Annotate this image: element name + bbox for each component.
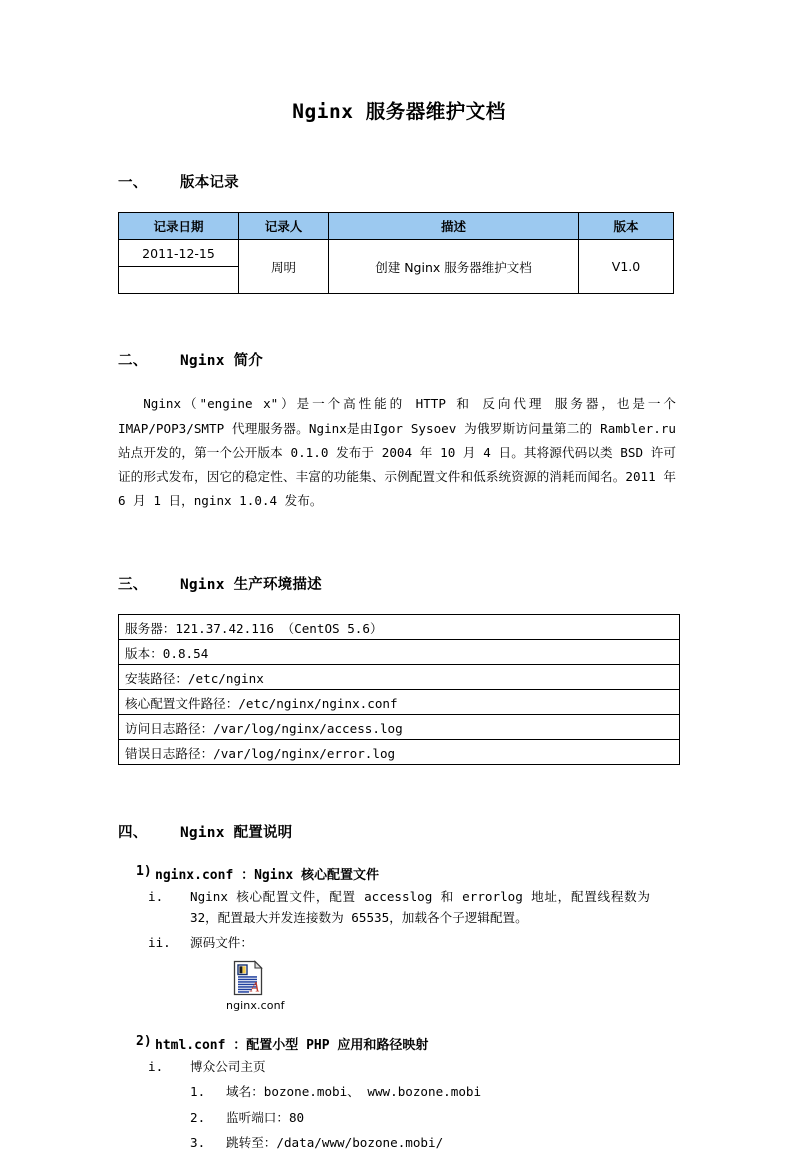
env-row-core-config-path: 核心配置文件路径：/etc/nginx/nginx.conf: [119, 690, 680, 715]
attachment-caption: nginx.conf: [226, 998, 285, 1012]
list-marker: i.: [148, 889, 164, 905]
list-marker: 2): [136, 1033, 152, 1049]
cell-date-empty: [119, 267, 239, 294]
list-marker: 2.: [190, 1109, 206, 1125]
list-item-text: 博众公司主页: [190, 1058, 266, 1074]
table-row: [119, 665, 680, 690]
list-marker: i.: [148, 1058, 164, 1074]
version-record-table: [118, 212, 674, 294]
column-header-author: 记录人: [239, 213, 329, 240]
cell-description: 创建 Nginx 服务器维护文档: [329, 240, 579, 294]
section-number: 三、: [118, 577, 148, 594]
section-number: 二、: [118, 353, 148, 370]
list-marker: 1.: [190, 1084, 206, 1100]
list-marker: ii.: [148, 934, 171, 950]
env-row-server: 服务器：121.37.42.116 （CentOS 5.6）: [119, 615, 680, 640]
config-item-company-homepage: [118, 1057, 680, 1078]
column-header-version: 版本: [579, 213, 674, 240]
table-row: [119, 640, 680, 665]
section-heading-nginx-config: [118, 821, 680, 842]
document-content: [118, 0, 680, 1154]
config-item-html-conf: [118, 1034, 680, 1053]
cell-date: 2011-12-15: [119, 240, 239, 267]
list-item-title: nginx.conf ：Nginx 核心配置文件: [155, 868, 380, 884]
embedded-attachment[interactable]: [118, 960, 680, 1012]
list-item-text: 跳转至：/data/www/bozone.mobi/: [226, 1135, 444, 1151]
section-title: 版本记录: [180, 175, 239, 192]
env-row-access-log-path: 访问日志路径：/var/log/nginx/access.log: [119, 715, 680, 740]
env-row-install-path: 安装路径：/etc/nginx: [119, 665, 680, 690]
list-marker: 3.: [190, 1135, 206, 1151]
list-item-text: Nginx 核心配置文件，配置 accesslog 和 errorlog 地址，配置线程数为 32，配置最大并发连接数为 65535，加载各个子逻辑配置。: [190, 889, 650, 926]
section-title: Nginx 配置说明: [180, 825, 293, 842]
page-title: Nginx 服务器维护文档: [292, 100, 506, 123]
list-item-text: 域名：bozone.mobi、 www.bozone.mobi: [226, 1084, 482, 1100]
list-item-text: 监听端口：80: [226, 1109, 305, 1125]
table-row: [119, 690, 680, 715]
list-item-text: 源码文件：: [190, 934, 253, 950]
env-row-version: 版本：0.8.54: [119, 640, 680, 665]
column-header-date: 记录日期: [119, 213, 239, 240]
table-header-row: [119, 213, 674, 240]
config-detail-domain: [118, 1081, 680, 1102]
section-heading-nginx-intro: [118, 349, 680, 370]
config-item-source-file: [118, 933, 680, 954]
config-detail-redirect: [118, 1132, 680, 1153]
svg-text:A: A: [250, 980, 260, 996]
section-heading-version-record: [118, 171, 680, 192]
cell-author: 周明: [239, 240, 329, 294]
list-marker: 1): [136, 864, 152, 880]
cell-version: V1.0: [579, 240, 674, 294]
config-item-nginx-conf: [118, 864, 680, 883]
list-item-title: html.conf ：配置小型 PHP 应用和路径映射: [155, 1037, 429, 1053]
table-row: [119, 740, 680, 765]
config-item-nginx-conf-detail: [118, 887, 680, 929]
table-row: [119, 240, 674, 267]
column-header-description: 描述: [329, 213, 579, 240]
section-number: 一、: [118, 175, 148, 192]
section-title: Nginx 生产环境描述: [180, 577, 322, 594]
section-heading-production-env: [118, 573, 680, 594]
table-row: [119, 715, 680, 740]
section-number: 四、: [118, 825, 148, 842]
wordpad-document-icon: [233, 960, 265, 996]
environment-table: [118, 614, 680, 765]
section-title: Nginx 简介: [180, 353, 263, 370]
config-detail-port: [118, 1107, 680, 1128]
table-row: [119, 615, 680, 640]
intro-paragraph: Nginx（"engine x"）是一个高性能的 HTTP 和 反向代理 服务器，也是一个 IMAP/POP3/SMTP 代理服务器。Nginx是由Igor Sysoev 为俄罗斯访问量第二的 Rambler.ru 站点开发的，第一个公开版本 0.1.0 发布于 2004 年 10 月 4 日。其将源代码以类 BSD 许可证的形式发布，因它的稳定性、丰富的功能集、示例配置文件和低系统资源的消耗而闻名。2011 年 6 月 1 日，nginx 1.0.4 发布。: [118, 396, 676, 509]
env-row-error-log-path: 错误日志路径：/var/log/nginx/error.log: [119, 740, 680, 765]
